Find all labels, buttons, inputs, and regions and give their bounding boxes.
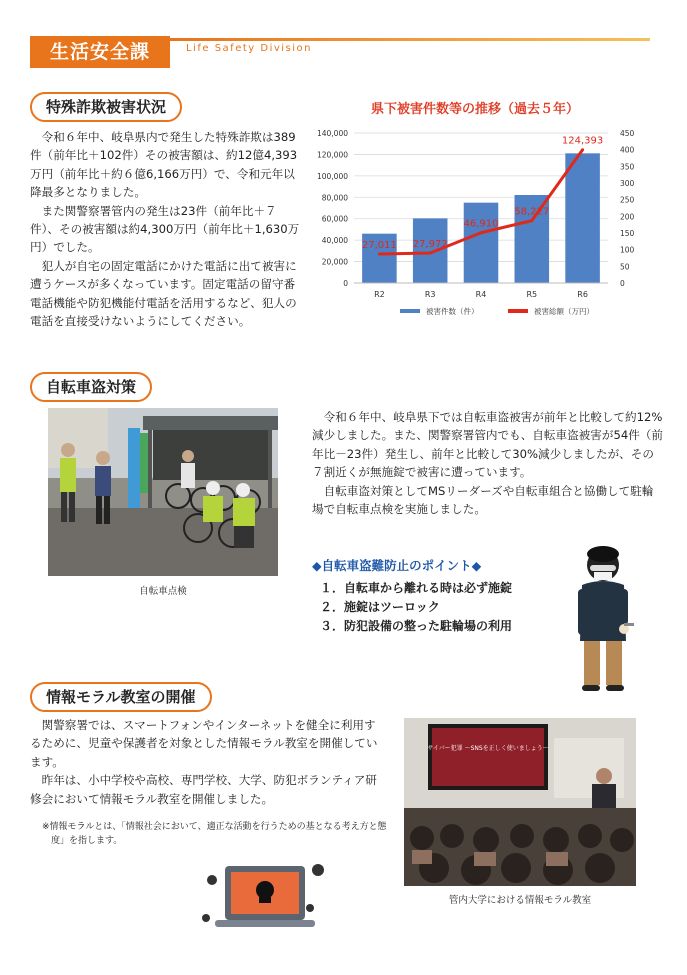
chart-data-label: 124,393 (561, 135, 604, 147)
thief-illustration (568, 545, 638, 695)
chart-bar (464, 203, 499, 283)
chart-title: 県下被害件数等の推移（過去５年） (370, 102, 579, 117)
y-right-tick-label: 300 (620, 179, 635, 188)
classroom-photo (404, 718, 636, 886)
list-item: １．自転車から離れる時は必ず施錠 (320, 581, 513, 595)
section-subtitle-en: Life Safety Division (186, 43, 312, 54)
y-right-tick-label: 450 (620, 129, 635, 138)
chart-legend (400, 306, 594, 316)
fraud-body (30, 128, 300, 330)
legend-label: 被害件数（件） (426, 307, 479, 316)
moral-paragraph: 昨年は、小中学校や高校、専門学校、大学、防犯ボランティア研修会において情報モラル教室を開催しました。 (30, 773, 377, 806)
laptop-virus-illustration (200, 858, 330, 938)
y-left-tick-label: 100,000 (316, 171, 348, 181)
chart-line-point (530, 219, 533, 222)
fraud-paragraph: 令和６年中、岐阜県内で発生した特殊詐欺は389件（前年比＋102件）その被害額は、約12億4,393万円（前年比＋約６億6,166万円）で、令和元年以降最多となりました。 (30, 130, 298, 200)
chart-line-point (480, 231, 483, 234)
y-right-tick-label: 400 (620, 145, 635, 155)
legend-swatch-line (508, 309, 528, 313)
legend-swatch-bar (400, 309, 420, 313)
y-left-tick-label: 0 (343, 279, 348, 288)
moral-paragraph: 関警察署では、スマートフォンやインターネットを健全に利用するために、児童や保護者を対象とした情報モラル教室を開催しています。 (30, 718, 378, 769)
legend-label: 被害総額（万円） (534, 307, 594, 316)
section-title: 生活安全課 (30, 36, 170, 68)
list-item: ３．防犯設備の整った駐輪場の利用 (320, 619, 513, 633)
header-rule (170, 38, 650, 41)
x-tick-label: R5 (526, 290, 538, 299)
y-right-tick-label: 0 (620, 279, 625, 288)
bike-paragraph: 自転車盗対策としてMSリーダーズや自転車組合と協働して駐輪場で自転車点検を実施しました。 (312, 483, 654, 517)
y-left-tick-label: 120,000 (316, 150, 348, 160)
theft-prevention-title: ◆自転車盗難防止のポイント◆ (312, 558, 482, 573)
projector-screen-text: サイバー犯罪 ～SNSを正しく使いましょう～ (427, 745, 549, 752)
chart-line-point (378, 253, 381, 256)
classroom-photo-caption: 管内大学における情報モラル教室 (448, 895, 592, 906)
y-right-tick-label: 50 (620, 262, 630, 272)
y-left-tick-label: 140,000 (316, 129, 348, 138)
y-right-tick-label: 350 (620, 162, 635, 172)
chart-data-label: 27,972 (412, 239, 448, 251)
fraud-paragraph: 犯人が自宅の固定電話にかけた電話に出て被害に遭うケースが多くなっています。固定電話の留守番電話機能や防犯機能付電話を活用するなど、犯人の電話を直接受けないようにしてください。 (30, 258, 297, 329)
fraud-chart (300, 118, 660, 328)
chart-data-label: 27,011 (361, 240, 397, 252)
moral-heading: 情報モラル教室の開催 (30, 682, 212, 712)
chart-data-label: 46,910 (463, 218, 499, 230)
fraud-paragraph: また関警察署管内の発生は23件（前年比＋７件）、その被害額は約4,300万円（前年比＋1,630万円）でした。 (30, 203, 300, 255)
bike-heading: 自転車盗対策 (30, 372, 152, 402)
bike-paragraph: 令和６年中、岐阜県下では自転車盗被害が前年と比較して約12%減少しました。また、関警察署管内でも、自転車盗被害が54件（前年比－23件）発生し、前年と比較して30%減少しましたが、その７割近くが無施錠で被害に遭っています。 (312, 410, 663, 480)
y-right-tick-label: 200 (620, 212, 635, 222)
bike-photo-caption: 自転車点検 (139, 586, 187, 597)
y-left-tick-label: 60,000 (321, 214, 348, 224)
y-left-tick-label: 40,000 (321, 236, 348, 246)
list-item: ２．施錠はツーロック (320, 600, 440, 614)
y-left-tick-label: 80,000 (321, 193, 348, 203)
y-left-tick-label: 20,000 (321, 257, 348, 267)
x-tick-label: R3 (424, 290, 436, 299)
x-tick-label: R6 (577, 290, 588, 299)
bike-inspection-photo (48, 408, 278, 576)
moral-body (30, 716, 382, 808)
chart-line-point (429, 252, 432, 255)
bike-body (312, 408, 664, 518)
y-right-tick-label: 250 (620, 195, 635, 205)
chart-data-label: 58,227 (514, 206, 550, 218)
chart-line-point (581, 148, 584, 151)
chart-bar (565, 153, 600, 283)
y-right-tick-label: 100 (620, 245, 635, 255)
x-tick-label: R2 (374, 290, 385, 299)
fraud-heading: 特殊詐欺被害状況 (30, 92, 182, 122)
x-tick-label: R4 (475, 290, 487, 299)
theft-prevention-list (320, 579, 512, 636)
y-right-tick-label: 150 (620, 229, 635, 238)
chart-bar (413, 218, 448, 283)
moral-note: ※情報モラルとは、「情報社会において、適正な活動を行うための基となる考え方と態度」を指します。 (42, 822, 387, 846)
